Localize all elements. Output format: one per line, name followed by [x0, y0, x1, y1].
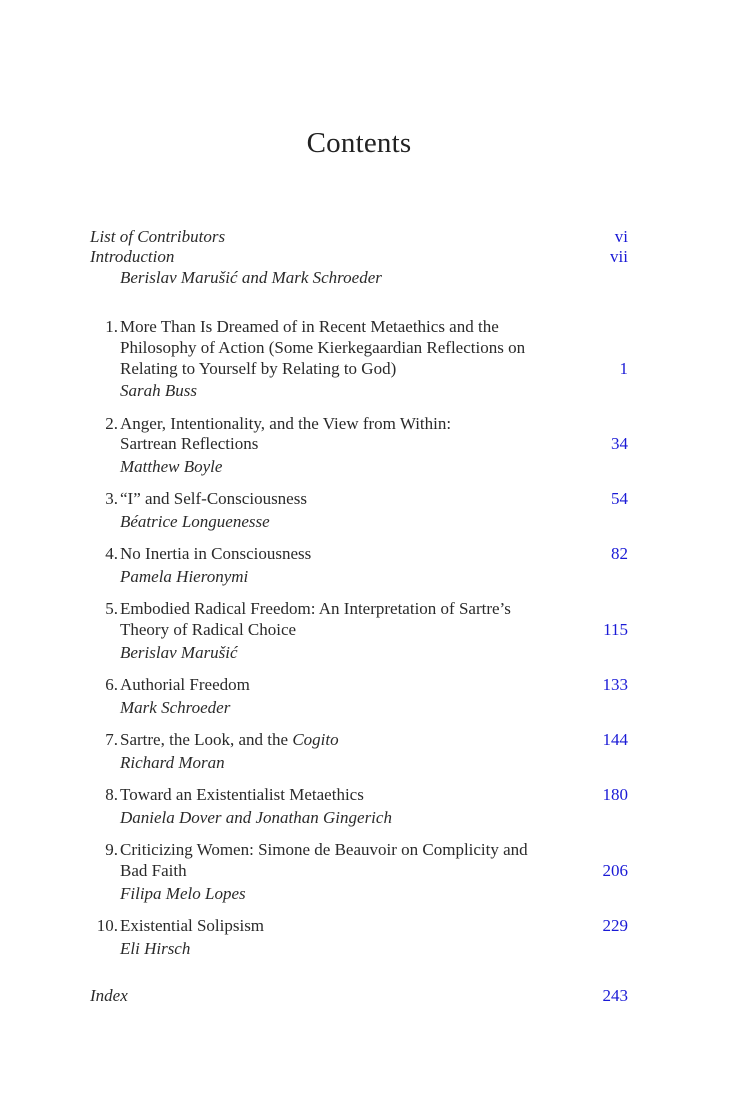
chapter-title-line: No Inertia in Consciousness [120, 544, 312, 563]
chapter-author: Eli Hirsch [120, 939, 191, 958]
chapter-title-line: “I” and Self-Consciousness [120, 489, 307, 508]
entry-title: Index [90, 986, 128, 1005]
page-link[interactable]: 1 [619, 359, 628, 378]
toc-chapter-4[interactable] [90, 543, 628, 565]
toc-chapter-8[interactable] [90, 784, 628, 806]
chapter-number: 6. [105, 675, 118, 694]
page-title: Contents [306, 127, 412, 159]
chapter-number: 2. [105, 414, 118, 433]
chapter-number: 4. [105, 544, 118, 563]
page-link[interactable]: 229 [602, 916, 628, 935]
chapter-author: Sarah Buss [120, 381, 197, 400]
chapter-title-line: Embodied Radical Freedom: An Interpretation of Sartre’s [120, 599, 511, 618]
toc-chapter-1[interactable] [90, 316, 628, 338]
page-link[interactable]: 82 [611, 544, 628, 563]
chapter-title-line: Bad Faith [120, 861, 187, 880]
page-link[interactable]: 133 [602, 675, 628, 694]
page-link[interactable]: vii [610, 247, 628, 266]
toc-chapter-9[interactable] [90, 839, 628, 861]
chapter-number: 5. [105, 599, 118, 618]
chapter-title-line: Authorial Freedom [120, 675, 250, 694]
chapter-title-text: Sartre, the Look, and the [120, 730, 293, 749]
toc-chapter-3[interactable] [90, 488, 628, 510]
chapter-title-line: Philosophy of Action (Some Kierkegaardian Reflections on [120, 338, 526, 357]
chapter-title-italic: Cogito [292, 730, 339, 749]
page-link[interactable]: 115 [603, 620, 628, 639]
page-link[interactable]: vi [614, 227, 628, 246]
entry-title: Introduction [90, 247, 175, 266]
toc-entry-index[interactable] [90, 985, 628, 1007]
page-link[interactable]: 243 [602, 986, 628, 1005]
chapter-number: 1. [105, 317, 118, 336]
chapter-author: Matthew Boyle [120, 457, 223, 476]
page-link[interactable]: 144 [602, 730, 628, 749]
chapter-author: Berislav Marušić [120, 643, 238, 662]
chapter-author: Richard Moran [120, 753, 225, 772]
chapter-number: 9. [105, 840, 118, 859]
chapter-author: Filipa Melo Lopes [120, 884, 246, 903]
page-link[interactable]: 180 [602, 785, 628, 804]
chapter-number: 10. [96, 916, 118, 935]
toc-chapter-5[interactable] [90, 598, 628, 620]
toc-chapter-10[interactable] [90, 915, 628, 937]
chapter-title-line: Criticizing Women: Simone de Beauvoir on Complicity and [120, 840, 528, 859]
chapter-author: Pamela Hieronymi [120, 567, 249, 586]
chapter-author: Béatrice Longuenesse [120, 512, 270, 531]
chapter-title-line: Toward an Existentialist Metaethics [120, 785, 364, 804]
chapter-number: 8. [105, 785, 118, 804]
entry-title: List of Contributors [90, 227, 226, 246]
chapter-number: 7. [105, 730, 118, 749]
chapter-title-line: More Than Is Dreamed of in Recent Metaethics and the [120, 317, 499, 336]
toc-entry-contributors[interactable] [90, 226, 628, 248]
chapter-title-line: Sartrean Reflections [120, 434, 259, 453]
chapter-author: Mark Schroeder [120, 698, 231, 717]
toc-chapter-2[interactable] [90, 413, 628, 435]
chapter-title-line [120, 729, 339, 751]
chapter-title-line: Existential Solipsism [120, 916, 265, 935]
page-link[interactable]: 34 [611, 434, 628, 453]
toc-entry-introduction[interactable] [90, 246, 628, 268]
chapter-title-line: Relating to Yourself by Relating to God) [120, 359, 397, 378]
toc-chapter-7[interactable] [90, 729, 628, 751]
chapter-title-line: Anger, Intentionality, and the View from Within: [120, 414, 452, 433]
chapter-author: Daniela Dover and Jonathan Gingerich [120, 808, 392, 827]
chapter-title-line: Theory of Radical Choice [120, 620, 297, 639]
chapter-number: 3. [105, 489, 118, 508]
toc-chapter-6[interactable] [90, 674, 628, 696]
page-link[interactable]: 54 [611, 489, 628, 508]
page-link[interactable]: 206 [602, 861, 628, 880]
entry-author: Berislav Marušić and Mark Schroeder [120, 268, 382, 287]
